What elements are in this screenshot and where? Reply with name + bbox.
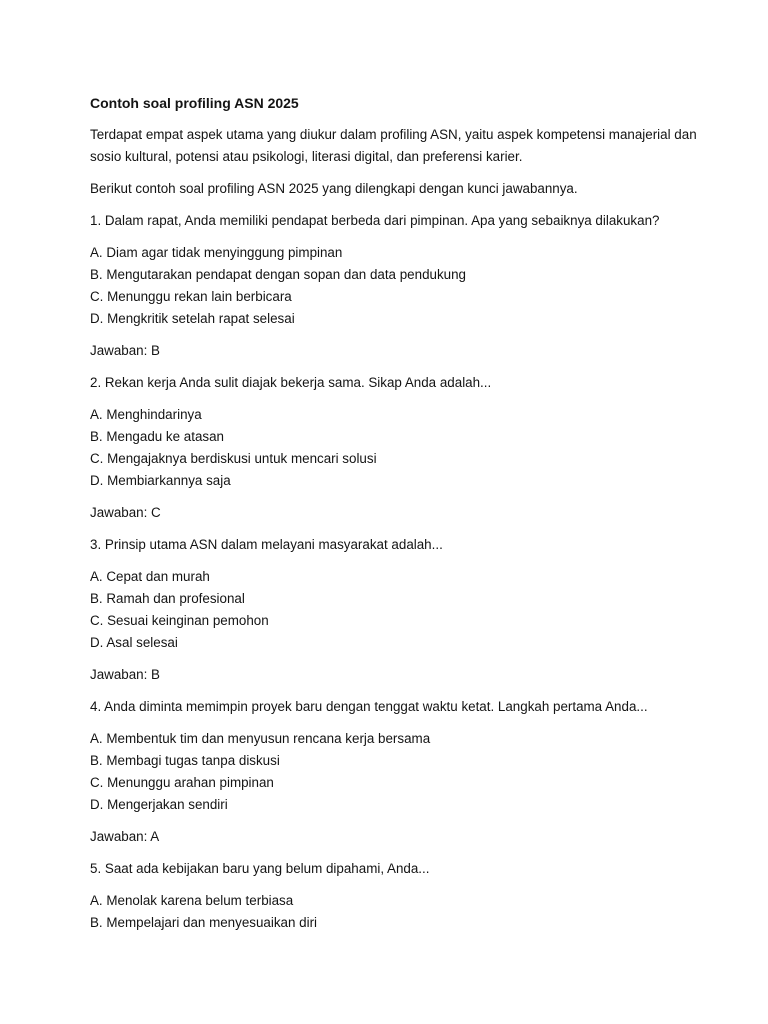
option-list — [90, 242, 728, 330]
answer-key: Jawaban: B — [90, 667, 160, 682]
option-list — [90, 890, 728, 934]
answer-option: C. Menunggu arahan pimpinan — [90, 775, 274, 790]
answer-option: D. Mengerjakan sendiri — [90, 797, 228, 812]
answer-option: B. Ramah dan profesional — [90, 591, 245, 606]
answer-option: A. Menolak karena belum terbiasa — [90, 893, 294, 908]
intro-paragraph: Terdapat empat aspek utama yang diukur dalam profiling ASN, yaitu aspek kompetensi manajerial dan sosio kultural, potensi atau psikologi, literasi digital, dan preferensi karier. — [90, 127, 697, 164]
answer-option: C. Sesuai keinginan pemohon — [90, 613, 269, 628]
option-list — [90, 566, 728, 654]
answer-option: D. Asal selesai — [90, 635, 178, 650]
answer-option: A. Diam agar tidak menyinggung pimpinan — [90, 245, 343, 260]
answer-option: B. Mempelajari dan menyesuaikan diri — [90, 915, 318, 930]
question-text: 4. Anda diminta memimpin proyek baru dengan tenggat waktu ketat. Langkah pertama Anda... — [90, 699, 648, 714]
question-text: 2. Rekan kerja Anda sulit diajak bekerja sama. Sikap Anda adalah... — [90, 375, 492, 390]
question-text: 1. Dalam rapat, Anda memiliki pendapat berbeda dari pimpinan. Apa yang sebaiknya dilakukan? — [90, 213, 660, 228]
answer-option: A. Cepat dan murah — [90, 569, 210, 584]
document-title: Contoh soal profiling ASN 2025 — [90, 95, 299, 111]
answer-key: Jawaban: B — [90, 343, 160, 358]
question-text: 3. Prinsip utama ASN dalam melayani masyarakat adalah... — [90, 537, 443, 552]
answer-key: Jawaban: A — [90, 829, 160, 844]
answer-option: B. Mengutarakan pendapat dengan sopan dan data pendukung — [90, 267, 466, 282]
option-list — [90, 728, 728, 816]
answer-option: D. Membiarkannya saja — [90, 473, 231, 488]
answer-option: C. Menunggu rekan lain berbicara — [90, 289, 292, 304]
answer-key: Jawaban: C — [90, 505, 161, 520]
option-list — [90, 404, 728, 492]
answer-option: A. Membentuk tim dan menyusun rencana kerja bersama — [90, 731, 431, 746]
question-text: 5. Saat ada kebijakan baru yang belum dipahami, Anda... — [90, 861, 430, 876]
answer-option: B. Mengadu ke atasan — [90, 429, 224, 444]
answer-option: D. Mengkritik setelah rapat selesai — [90, 311, 295, 326]
answer-option: B. Membagi tugas tanpa diskusi — [90, 753, 280, 768]
intro-paragraph: Berikut contoh soal profiling ASN 2025 yang dilengkapi dengan kunci jawabannya. — [90, 181, 578, 196]
answer-option: C. Mengajaknya berdiskusi untuk mencari solusi — [90, 451, 377, 466]
answer-option: A. Menghindarinya — [90, 407, 202, 422]
